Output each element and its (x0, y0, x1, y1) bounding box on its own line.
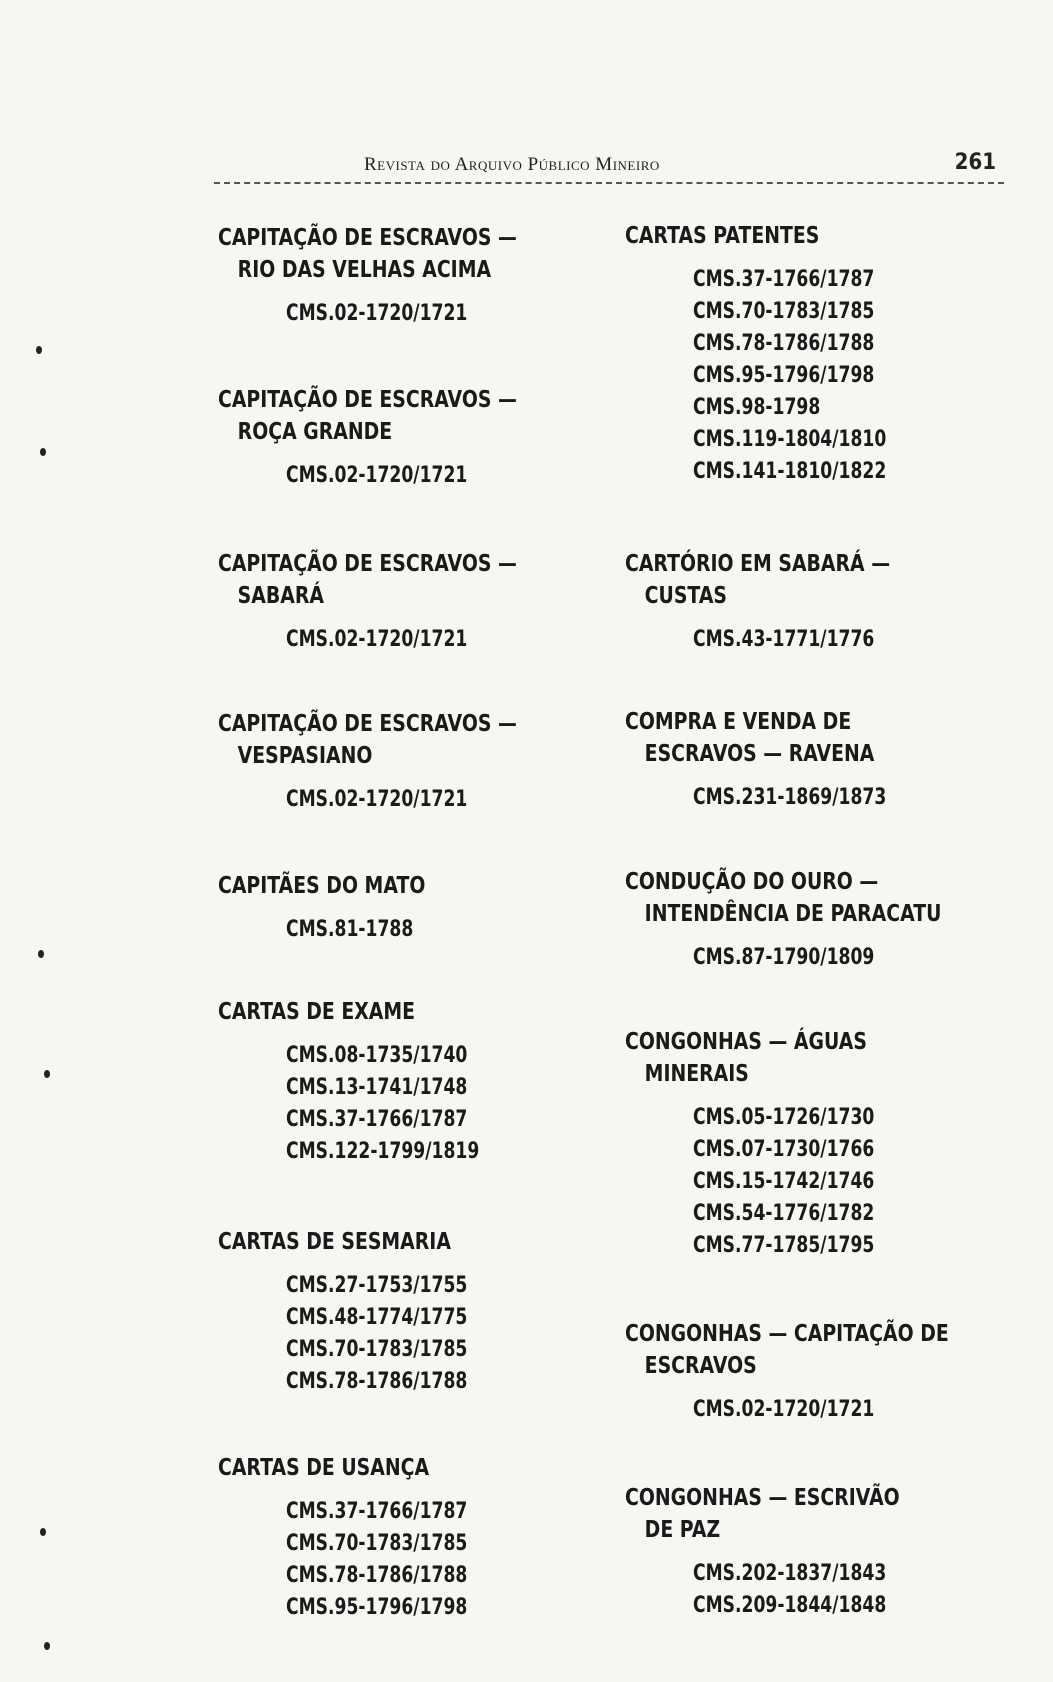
reference-list (218, 298, 618, 330)
entry-heading (218, 1452, 546, 1484)
scan-speck (40, 1528, 46, 1536)
reference-code: CMS.81-1788 (286, 917, 414, 942)
index-entry (218, 870, 618, 946)
heading-line: CONDUÇÃO DO OURO — (625, 869, 879, 895)
reference-list (625, 1558, 1025, 1622)
index-entry (625, 866, 1025, 974)
reference-code: CMS.54-1776/1782 (693, 1201, 875, 1226)
entry-heading (625, 220, 953, 252)
reference-code: CMS.202-1837/1843 (693, 1561, 887, 1586)
heading-continuation: ROÇA GRANDE (237, 419, 393, 445)
heading-continuation: ESCRAVOS (644, 1353, 757, 1379)
reference-list (625, 782, 1025, 814)
reference-code: CMS.231-1869/1873 (693, 785, 887, 810)
heading-line: CONGONHAS — ESCRIVÃO (625, 1485, 900, 1511)
left-column (218, 0, 618, 1682)
heading-continuation: RIO DAS VELHAS ACIMA (237, 257, 492, 283)
index-entry (218, 1226, 618, 1398)
heading-line: CARTAS DE EXAME (218, 999, 416, 1025)
reference-list (218, 624, 618, 656)
reference-code: CMS.15-1742/1746 (693, 1169, 875, 1194)
reference-code: CMS.02-1720/1721 (286, 463, 468, 488)
index-entry (625, 548, 1025, 656)
reference-code: CMS.08-1735/1740 (286, 1043, 468, 1068)
reference-code: CMS.209-1844/1848 (693, 1593, 887, 1618)
heading-continuation: ESCRAVOS — RAVENA (644, 741, 875, 767)
journal-title: Revista do Arquivo Público Mineiro (364, 154, 660, 175)
reference-code: CMS.48-1774/1775 (286, 1305, 468, 1330)
right-column (625, 0, 1025, 1682)
reference-list (625, 624, 1025, 656)
reference-list (625, 1394, 1025, 1426)
reference-code: CMS.02-1720/1721 (286, 627, 468, 652)
reference-code: CMS.13-1741/1748 (286, 1075, 468, 1100)
entry-heading (625, 866, 953, 930)
entry-heading (625, 706, 953, 770)
reference-code: CMS.37-1766/1787 (286, 1499, 468, 1524)
entry-heading (218, 384, 546, 448)
reference-code: CMS.95-1796/1798 (693, 363, 875, 388)
heading-continuation: CUSTAS (644, 583, 728, 609)
entry-heading (218, 996, 546, 1028)
heading-line: CAPITAÇÃO DE ESCRAVOS — (218, 711, 517, 737)
heading-line: CAPITÃES DO MATO (218, 873, 426, 899)
reference-code: CMS.07-1730/1766 (693, 1137, 875, 1162)
index-entry (218, 708, 618, 816)
reference-code: CMS.78-1786/1788 (286, 1369, 468, 1394)
reference-list (218, 1040, 618, 1168)
reference-code: CMS.78-1786/1788 (693, 331, 875, 356)
entry-heading (625, 1482, 953, 1546)
reference-code: CMS.98-1798 (693, 395, 821, 420)
entry-heading (625, 1026, 953, 1090)
scan-speck (44, 1642, 50, 1650)
reference-list (218, 1496, 618, 1624)
scan-speck (38, 950, 44, 958)
heading-line: CAPITAÇÃO DE ESCRAVOS — (218, 225, 517, 251)
entry-heading (218, 708, 546, 772)
scan-speck (44, 1070, 50, 1078)
heading-line: CONGONHAS — ÁGUAS (625, 1029, 867, 1055)
index-entry (218, 996, 618, 1168)
reference-list (625, 264, 1025, 488)
heading-continuation: INTENDÊNCIA DE PARACATU (644, 901, 942, 927)
heading-line: COMPRA E VENDA DE (625, 709, 852, 735)
heading-line: CARTAS DE SESMARIA (218, 1229, 451, 1255)
reference-code: CMS.37-1766/1787 (286, 1107, 468, 1132)
index-entry (625, 220, 1025, 488)
index-entry (218, 548, 618, 656)
heading-continuation: VESPASIANO (237, 743, 373, 769)
entry-heading (218, 222, 546, 286)
reference-code: CMS.02-1720/1721 (286, 787, 468, 812)
page-number: 261 (954, 150, 996, 175)
heading-line: CARTAS PATENTES (625, 223, 820, 249)
index-entry (625, 1026, 1025, 1262)
heading-line: CARTÓRIO EM SABARÁ — (625, 551, 891, 577)
reference-code: CMS.78-1786/1788 (286, 1563, 468, 1588)
reference-code: CMS.37-1766/1787 (693, 267, 875, 292)
reference-code: CMS.27-1753/1755 (286, 1273, 468, 1298)
reference-code: CMS.43-1771/1776 (693, 627, 875, 652)
heading-continuation: DE PAZ (644, 1517, 721, 1543)
entry-heading (218, 870, 546, 902)
reference-list (625, 1102, 1025, 1262)
heading-line: CARTAS DE USANÇA (218, 1455, 430, 1481)
index-entry (218, 384, 618, 492)
index-entry (218, 222, 618, 330)
reference-code: CMS.02-1720/1721 (286, 301, 468, 326)
heading-continuation: SABARÁ (237, 583, 324, 609)
index-entry (625, 706, 1025, 814)
heading-line: CAPITAÇÃO DE ESCRAVOS — (218, 551, 517, 577)
reference-code: CMS.119-1804/1810 (693, 427, 887, 452)
heading-continuation: MINERAIS (644, 1061, 749, 1087)
scan-speck (36, 346, 42, 354)
index-entry (625, 1318, 1025, 1426)
reference-code: CMS.95-1796/1798 (286, 1595, 468, 1620)
reference-code: CMS.87-1790/1809 (693, 945, 875, 970)
reference-list (625, 942, 1025, 974)
reference-code: CMS.77-1785/1795 (693, 1233, 875, 1258)
reference-code: CMS.05-1726/1730 (693, 1105, 875, 1130)
reference-code: CMS.122-1799/1819 (286, 1139, 480, 1164)
reference-list (218, 1270, 618, 1398)
index-entry (218, 1452, 618, 1624)
reference-list (218, 460, 618, 492)
reference-list (218, 914, 618, 946)
reference-code: CMS.70-1783/1785 (286, 1531, 468, 1556)
scan-speck (40, 448, 46, 456)
heading-line: CONGONHAS — CAPITAÇÃO DE (625, 1321, 949, 1347)
reference-code: CMS.141-1810/1822 (693, 459, 887, 484)
reference-code: CMS.02-1720/1721 (693, 1397, 875, 1422)
entry-heading (625, 548, 953, 612)
entry-heading (218, 1226, 546, 1258)
reference-list (218, 784, 618, 816)
entry-heading (218, 548, 546, 612)
reference-code: CMS.70-1783/1785 (693, 299, 875, 324)
index-entry (625, 1482, 1025, 1622)
reference-code: CMS.70-1783/1785 (286, 1337, 468, 1362)
entry-heading (625, 1318, 953, 1382)
heading-line: CAPITAÇÃO DE ESCRAVOS — (218, 387, 517, 413)
